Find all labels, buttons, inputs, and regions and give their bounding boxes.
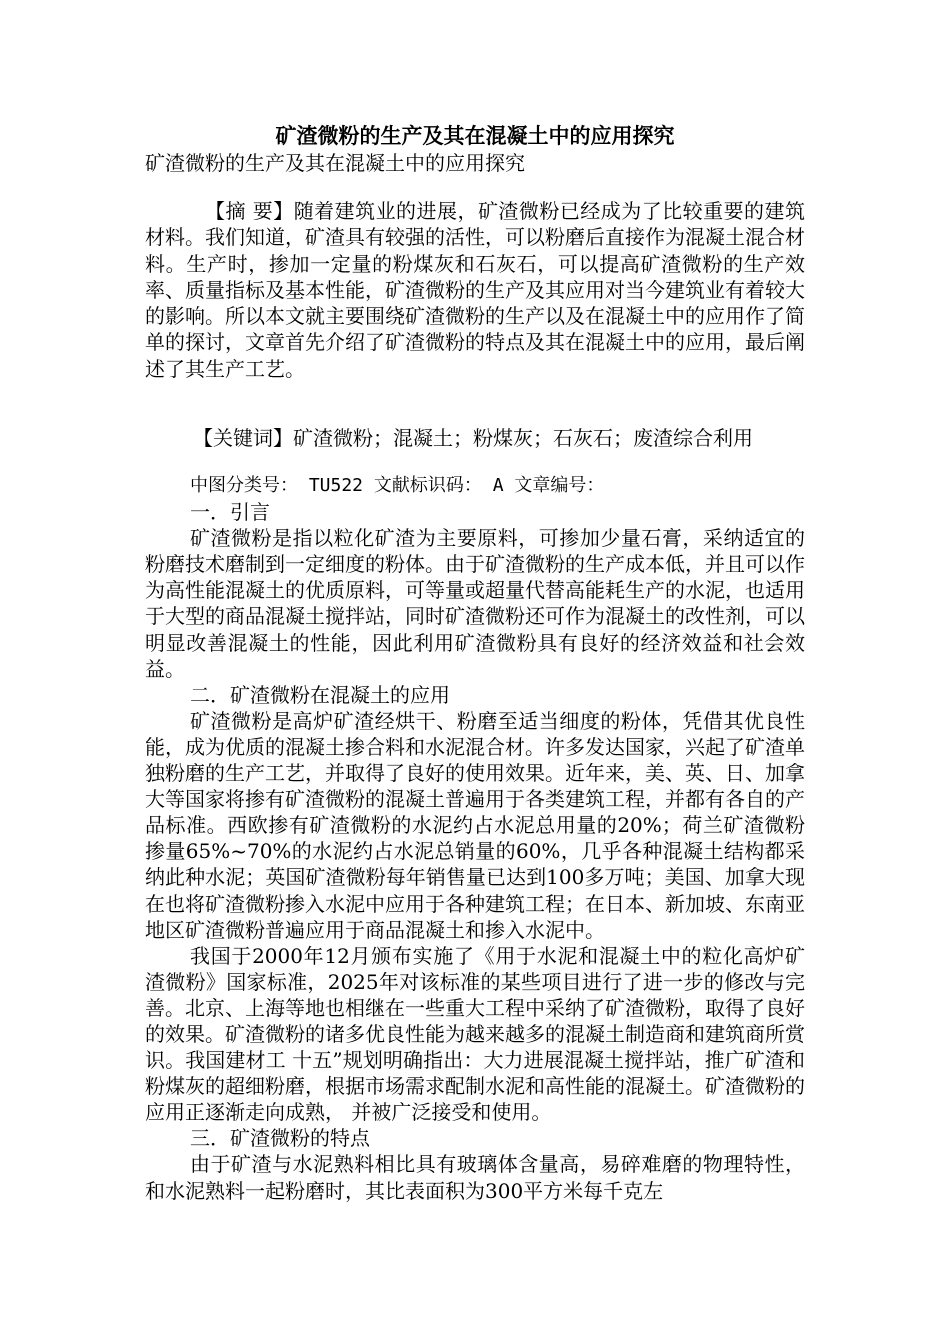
section-heading-features: 三．矿渣微粉的特点 bbox=[190, 1126, 370, 1151]
document-subtitle: 矿渣微粉的生产及其在混凝土中的应用探究 bbox=[145, 151, 525, 175]
application-paragraph-1: 矿渣微粉是高炉矿渣经烘干、粉磨至适当细度的粉体，凭借其优良性能，成为优质的混凝土掺合料和水泥混合材。许多发达国家，兴起了矿渣单独粉磨的生产工艺，并取得了良好的使用效果。近年来，美、英、日、加拿大等国家将掺有矿渣微粉的混凝土普遍用于各类建筑工程，并都有各自的产品标准。西欧掺有矿渣微粉的水泥约占水泥总用量的20%；荷兰矿渣微粉掺量65%~70%的水泥约占水泥总销量的60%，几乎各种混凝土结构都采纳此种水泥；英国矿渣微粉每年销售量已达到100多万吨；美国、加拿大现在也将矿渣微粉掺入水泥中应用于各种建筑工程；在日本、新加坡、东南亚地区矿渣微粉普遍应用于商品混凝土和掺入水泥中。 bbox=[145, 708, 805, 942]
application-paragraph-2: 我国于2000年12月颁布实施了《用于水泥和混凝土中的粒化高炉矿渣微粉》国家标准，2025年对该标准的某些项目进行了进一步的修改与完善。北京、上海等地也相继在一些重大工程中采纳了矿渣微粉，取得了良好的效果。矿渣微粉的诸多优良性能为越来越多的混凝土制造商和建筑商所赏识。我国建材工 十五”规划明确指出：大力进展混凝土搅拌站，推广矿渣和粉煤灰的超细粉磨，根据市场需求配制水泥和高性能的混凝土。矿渣微粉的应用正逐渐走向成熟， 并被广泛接受和使用。 bbox=[145, 943, 805, 1125]
section-heading-introduction: 一．引言 bbox=[190, 500, 270, 525]
features-paragraph: 由于矿渣与水泥熟料相比具有玻璃体含量高，易碎难磨的物理特性，和水泥熟料一起粉磨时，其比表面积为300平方米每千克左 bbox=[145, 1152, 805, 1203]
main-body bbox=[145, 473, 805, 1204]
introduction-paragraph: 矿渣微粉是指以粒化矿渣为主要原料，可掺加少量石膏，采纳适宜的粉磨技术磨制到一定细度的粉体。由于矿渣微粉的生产成本低，并且可以作为高性能混凝土的优质原料，可等量或超量代替高能耗生产的水泥，也适用于大型的商品混凝土搅拌站，同时矿渣微粉还可作为混凝土的改性剂，可以明显改善混凝土的性能，因此利用矿渣微粉具有良好的经济效益和社会效益。 bbox=[145, 526, 805, 681]
document-title: 矿渣微粉的生产及其在混凝土中的应用探究 bbox=[275, 123, 675, 148]
classification-line: 中图分类号： TU522 文献标识码： A 文章编号： bbox=[190, 475, 605, 496]
keywords-paragraph: 【关键词】矿渣微粉；混凝土；粉煤灰；石灰石；废渣综合利用 bbox=[193, 426, 753, 450]
section-heading-application: 二．矿渣微粉在混凝土的应用 bbox=[190, 682, 450, 707]
abstract-paragraph: 【摘 要】随着建筑业的进展，矿渣微粉已经成为了比较重要的建筑材料。我们知道，矿渣具有较强的活性，可以粉磨后直接作为混凝土混合材料。生产时，掺加一定量的粉煤灰和石灰石，可以提高矿渣微粉的生产效率、质量指标及基本性能，矿渣微粉的生产及其应用对当今建筑业有着较大的影响。所以本文就主要围绕矿渣微粉的生产以及在混凝土中的应用作了简单的探讨，文章首先介绍了矿渣微粉的特点及其在混凝土中的应用，最后阐述了其生产工艺。 bbox=[145, 199, 805, 381]
